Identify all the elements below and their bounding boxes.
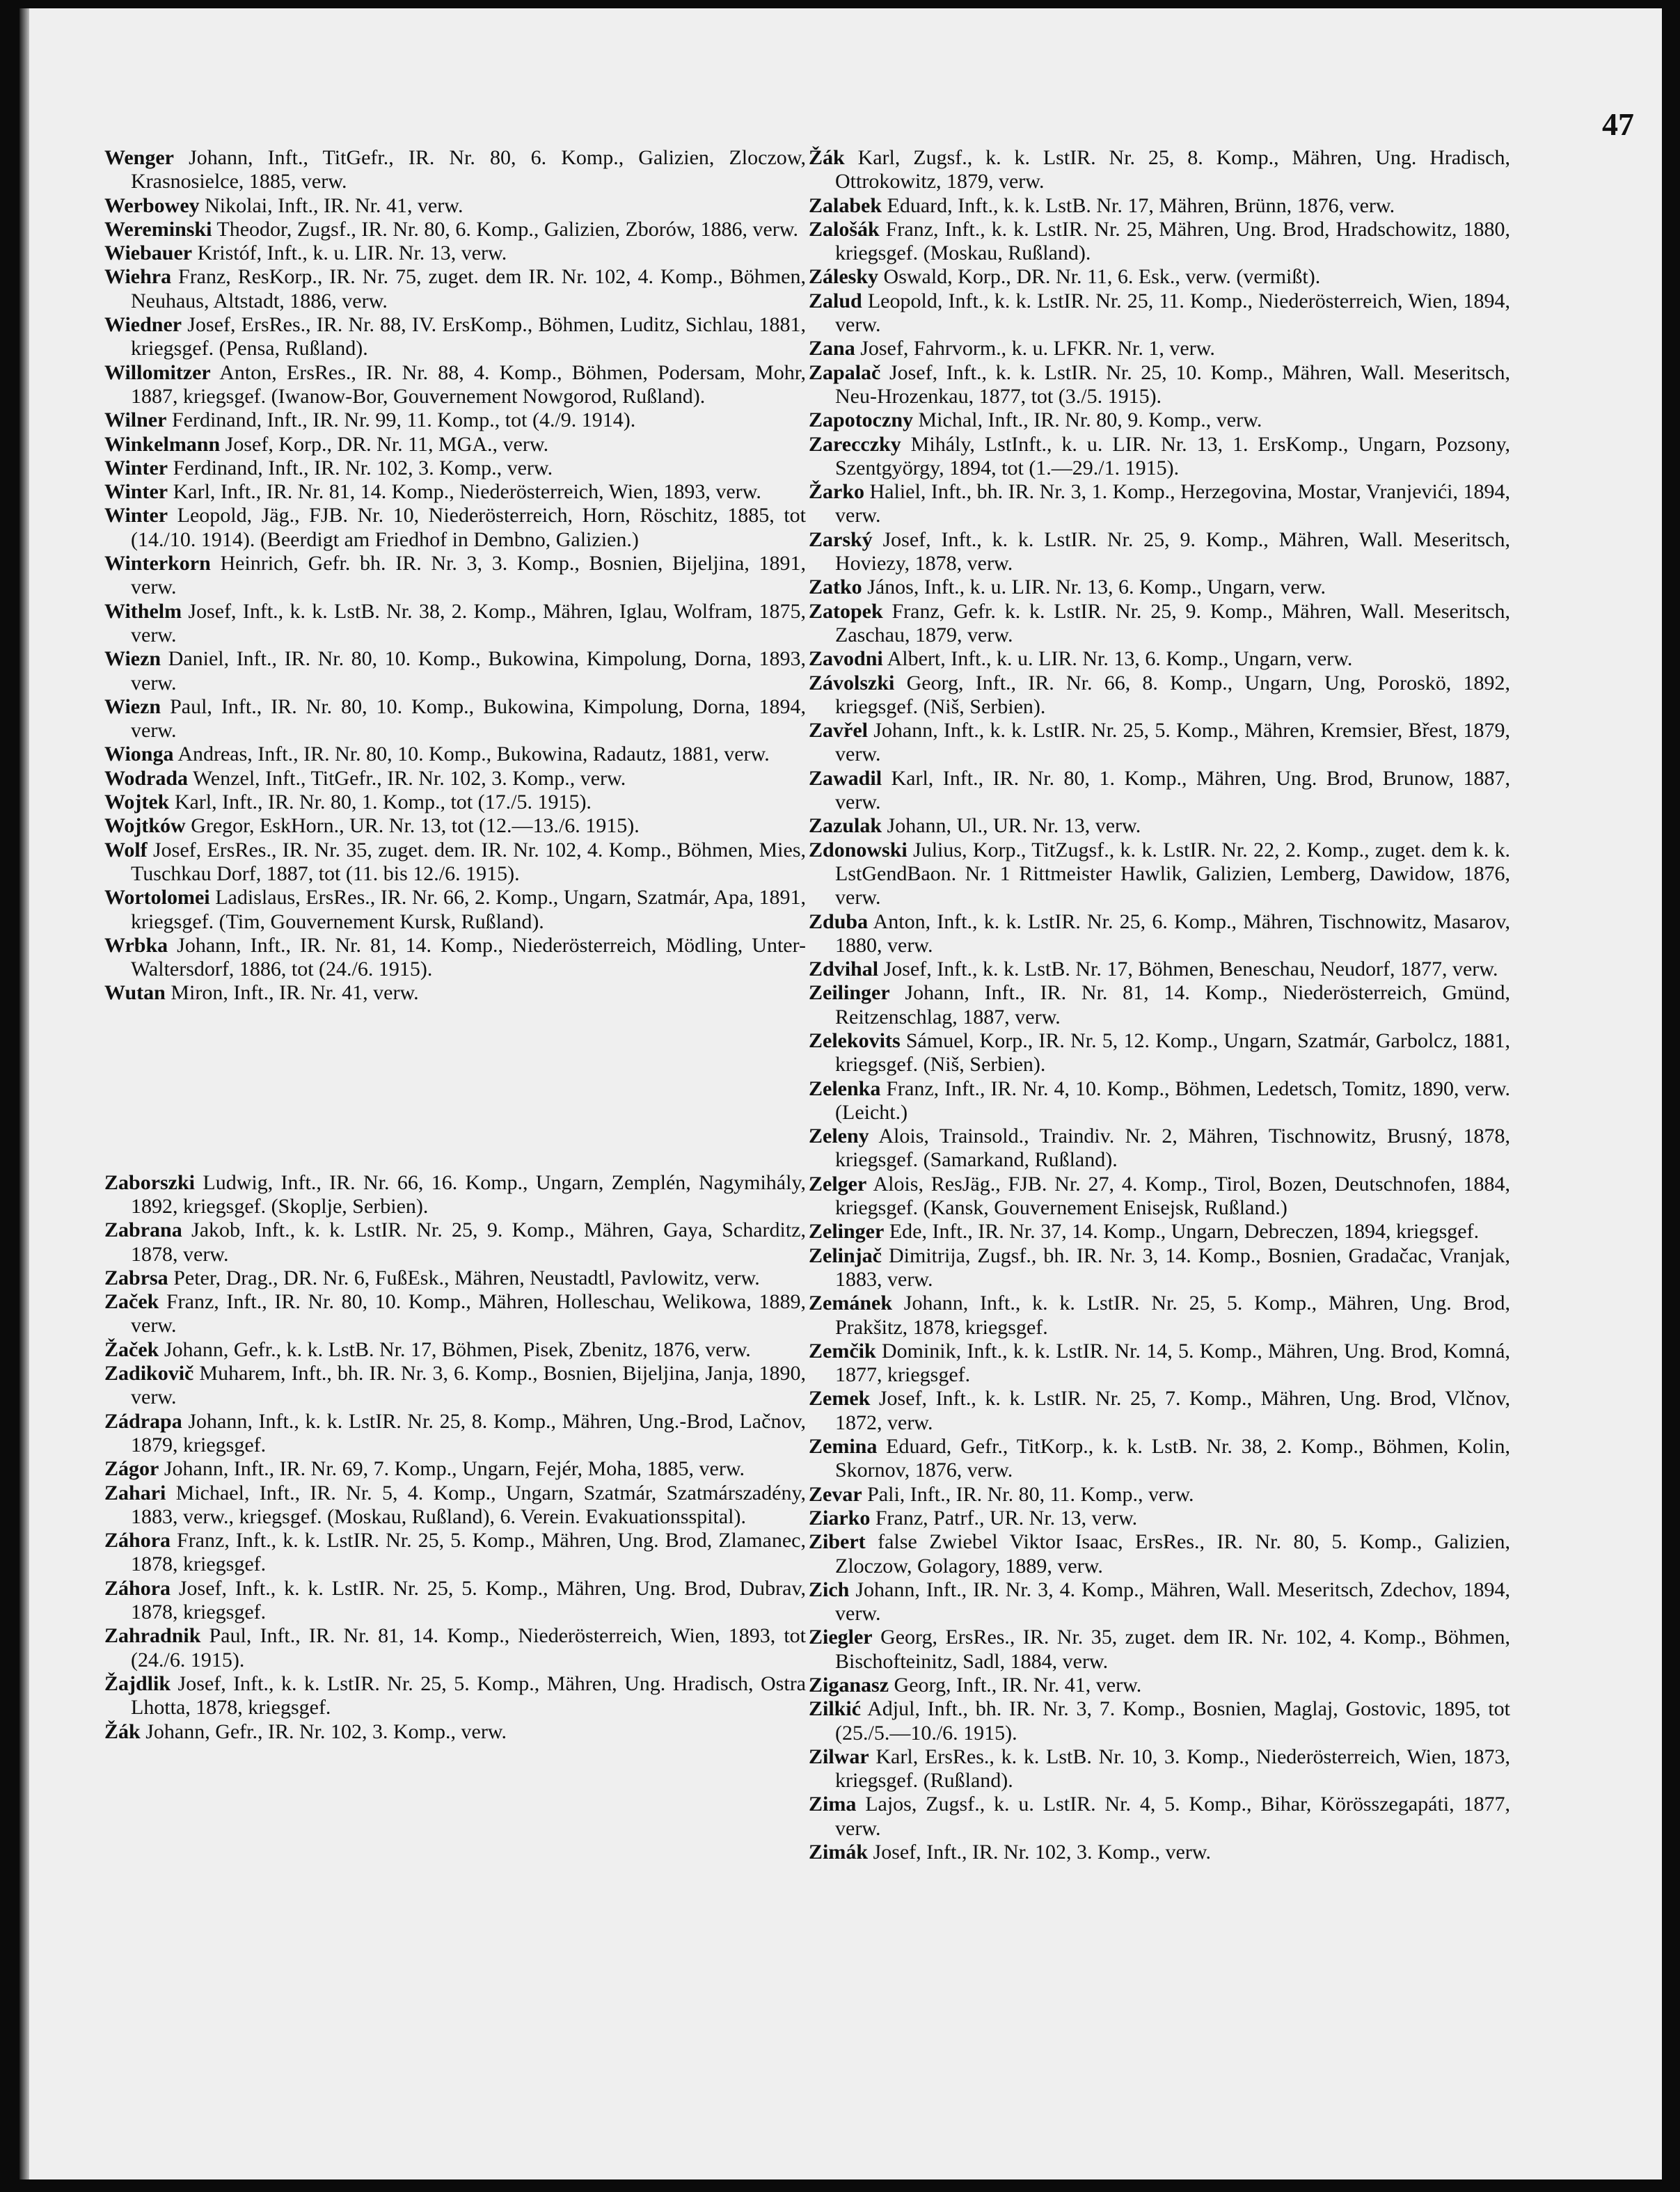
entry-surname: Winter bbox=[104, 480, 168, 504]
entry-details: Josef, Inft., IR. Nr. 102, 3. Komp., verw. bbox=[868, 1841, 1212, 1864]
entry-details: Franz, Inft., k. k. LstIR. Nr. 25, Mähren, Ung. Brod, Hradschowitz, 1880, kriegsgef. (Moskau, Rußland). bbox=[835, 217, 1510, 265]
entry-surname: Withelm bbox=[104, 599, 182, 623]
entry-details: Johann, Ul., UR. Nr. 13, verw. bbox=[882, 814, 1141, 838]
list-item bbox=[809, 218, 1510, 266]
list-item bbox=[809, 1029, 1510, 1077]
entry-surname: Zazulak bbox=[809, 814, 882, 838]
entry-details: Georg, Inft., IR. Nr. 66, 8. Komp., Ungarn, Ung, Poroskö, 1892, kriegsgef. (Niš, Serbien). bbox=[835, 671, 1510, 718]
list-item bbox=[104, 1457, 806, 1481]
entry-details: Pali, Inft., IR. Nr. 80, 11. Komp., verw. bbox=[862, 1482, 1194, 1506]
entry-details: Josef, Fahrvorm., k. u. LFKR. Nr. 1, verw. bbox=[855, 337, 1215, 360]
entry-surname: Winkelmann bbox=[104, 432, 221, 456]
list-item bbox=[809, 719, 1510, 767]
entry-surname: Záhora bbox=[104, 1576, 171, 1600]
entry-surname: Zevar bbox=[809, 1482, 862, 1506]
list-item bbox=[809, 1173, 1510, 1221]
entry-surname: Začek bbox=[104, 1290, 159, 1314]
entry-details: Kristóf, Inft., k. u. LIR. Nr. 13, verw. bbox=[192, 241, 507, 265]
list-item bbox=[104, 1338, 806, 1362]
list-item bbox=[104, 814, 806, 838]
entry-details: Georg, Inft., IR. Nr. 41, verw. bbox=[889, 1674, 1142, 1697]
entry-details: Paul, Inft., IR. Nr. 81, 14. Komp., Niederösterreich, Wien, 1893, tot (24./6. 1915). bbox=[131, 1624, 806, 1671]
entry-details: Josef, Inft., k. k. LstB. Nr. 38, 2. Komp., Mähren, Iglau, Wolfram, 1875, verw. bbox=[131, 599, 806, 646]
list-item bbox=[809, 767, 1510, 815]
list-item bbox=[809, 958, 1510, 981]
entry-details: Sámuel, Korp., IR. Nr. 5, 12. Komp., Ungarn, Szatmár, Garbolcz, 1881, kriegsgef. (Niš, Serbien). bbox=[835, 1029, 1510, 1077]
entry-details: Alois, ResJäg., FJB. Nr. 27, 4. Komp., Tirol, Bozen, Deutschnofen, 1884, kriegsgef. (Kansk, Gouvernement Enisejsk, Rußland.) bbox=[835, 1172, 1510, 1220]
entry-surname: Zálesky bbox=[809, 265, 879, 289]
list-item bbox=[809, 1340, 1510, 1388]
entry-details: Karl, Inft., IR. Nr. 80, 1. Komp., Mähren, Ung. Brod, Brunow, 1887, verw. bbox=[835, 766, 1510, 814]
entry-surname: Zima bbox=[809, 1793, 857, 1816]
entry-details: Oswald, Korp., DR. Nr. 11, 6. Esk., verw. (vermißt). bbox=[878, 265, 1321, 289]
entry-details: Michal, Inft., IR. Nr. 80, 9. Komp., verw. bbox=[913, 408, 1262, 432]
entry-surname: Wionga bbox=[104, 742, 174, 766]
entry-details: Franz, Gefr. k. k. LstIR. Nr. 25, 9. Komp., Mähren, Wall. Meseritsch, Zaschau, 1879, verw. bbox=[835, 599, 1510, 646]
list-item bbox=[104, 767, 806, 791]
entry-details: Johann, Inft., IR. Nr. 81, 14. Komp., Niederösterreich, Mödling, Unter-Waltersdorf, 1886, tot (24./6. 1915). bbox=[131, 933, 806, 981]
list-item bbox=[104, 218, 806, 241]
entry-details: Johann, Inft., k. k. LstIR. Nr. 25, 8. Komp., Mähren, Ung.-Brod, Lačnov, 1879, kriegsgef. bbox=[131, 1409, 806, 1456]
entry-details: Franz, Inft., k. k. LstIR. Nr. 25, 5. Komp., Mähren, Ung. Brod, Zlamanec, 1878, kriegsgef. bbox=[131, 1529, 806, 1576]
entry-surname: Wrbka bbox=[104, 933, 168, 957]
list-item bbox=[104, 1218, 806, 1266]
entry-surname: Wojtków bbox=[104, 814, 186, 838]
entry-surname: Wodrada bbox=[104, 766, 189, 790]
entry-details: Karl, ErsRes., k. k. LstB. Nr. 10, 3. Komp., Niederösterreich, Wien, 1873, kriegsgef. (Rußland). bbox=[835, 1745, 1510, 1793]
entry-details: Leopold, Inft., k. k. LstIR. Nr. 25, 11. Komp., Niederösterreich, Wien, 1894, verw. bbox=[835, 289, 1510, 337]
entry-details: Andreas, Inft., IR. Nr. 80, 10. Komp., Bukowina, Radautz, 1881, verw. bbox=[173, 742, 770, 766]
entry-surname: Werbowey bbox=[104, 193, 200, 217]
entry-surname: Zalošák bbox=[809, 217, 880, 241]
entry-surname: Zelinger bbox=[809, 1220, 885, 1244]
entry-surname: Zdvihal bbox=[809, 958, 879, 981]
entry-surname: Wenger bbox=[104, 146, 174, 169]
entry-surname: Ziarko bbox=[809, 1506, 871, 1530]
entry-surname: Zapotoczny bbox=[809, 408, 913, 432]
entry-surname: Zapalač bbox=[809, 360, 881, 384]
list-item bbox=[104, 981, 806, 1005]
list-item bbox=[104, 1720, 806, 1744]
entry-details: Paul, Inft., IR. Nr. 80, 10. Komp., Bukowina, Kimpolung, Dorna, 1894, verw. bbox=[131, 694, 806, 742]
list-item bbox=[809, 910, 1510, 958]
entry-details: Josef, Inft., k. k. LstIR. Nr. 25, 7. Komp., Mähren, Ung. Brod, Vlčnov, 1872, verw. bbox=[835, 1387, 1510, 1434]
entry-surname: Wutan bbox=[104, 981, 166, 1005]
list-item bbox=[809, 1125, 1510, 1173]
list-item bbox=[809, 1077, 1510, 1125]
entry-surname: Ziegler bbox=[809, 1626, 873, 1649]
entry-surname: Zelekovits bbox=[809, 1029, 901, 1052]
entry-details: Johann, Inft., k. k. LstIR. Nr. 25, 5. Komp., Mähren, Kremsier, Břest, 1879, verw. bbox=[835, 719, 1510, 766]
list-item bbox=[104, 1290, 806, 1338]
entry-surname: Zich bbox=[809, 1578, 850, 1601]
entry-surname: Zatko bbox=[809, 575, 862, 599]
list-item bbox=[104, 504, 806, 552]
list-item bbox=[809, 1244, 1510, 1292]
entry-surname: Wiebauer bbox=[104, 241, 193, 265]
entry-surname: Zavodni bbox=[809, 647, 883, 671]
entry-details: Albert, Inft., k. u. LIR. Nr. 13, 6. Komp., Ungarn, verw. bbox=[882, 647, 1353, 671]
entry-surname: Zahari bbox=[104, 1481, 166, 1504]
entry-details: Franz, Patrf., UR. Nr. 13, verw. bbox=[870, 1506, 1138, 1530]
entry-surname: Zavřel bbox=[809, 719, 868, 742]
entry-surname: Zdonowski bbox=[809, 838, 908, 861]
entry-surname: Zaborszki bbox=[104, 1170, 196, 1194]
page-number: 47 bbox=[1602, 106, 1634, 142]
entry-surname: Zduba bbox=[809, 910, 869, 933]
entry-details: János, Inft., k. u. LIR. Nr. 13, 6. Komp., Ungarn, verw. bbox=[862, 575, 1326, 599]
entry-surname: Zadikovič bbox=[104, 1362, 194, 1385]
entry-surname: Wilner bbox=[104, 408, 167, 432]
list-item bbox=[104, 742, 806, 766]
list-item bbox=[809, 647, 1510, 671]
entry-surname: Zilkić bbox=[809, 1697, 862, 1721]
entry-details: Karl, Zugsf., k. k. LstIR. Nr. 25, 8. Komp., Mähren, Ung. Hradisch, Ottrokowitz, 1879, verw. bbox=[835, 146, 1510, 193]
document-page bbox=[19, 8, 1662, 2179]
entry-surname: Zabrsa bbox=[104, 1266, 168, 1289]
list-item bbox=[104, 695, 806, 743]
entry-surname: Wereminski bbox=[104, 217, 212, 241]
entry-details: Leopold, Jäg., FJB. Nr. 10, Niederösterreich, Horn, Röschitz, 1885, tot (14./10. 1914). (Beerdigt am Friedhof in Dembno, Galizien.) bbox=[131, 504, 806, 551]
entry-details: Jakob, Inft., k. k. LstIR. Nr. 25, 9. Komp., Mähren, Gaya, Scharditz, 1878, verw. bbox=[131, 1218, 806, 1266]
entry-details: Anton, Inft., k. k. LstIR. Nr. 25, 6. Komp., Mähren, Tischnowitz, Masarov, 1880, verw. bbox=[835, 910, 1510, 957]
entry-surname: Zarský bbox=[809, 527, 873, 551]
entry-details: Miron, Inft., IR. Nr. 41, verw. bbox=[165, 981, 419, 1005]
list-item bbox=[809, 1745, 1510, 1793]
list-item bbox=[104, 1410, 806, 1458]
list-item bbox=[809, 337, 1510, 360]
entry-details: Nikolai, Inft., IR. Nr. 41, verw. bbox=[199, 193, 463, 217]
entry-surname: Zalabek bbox=[809, 193, 882, 217]
entry-surname: Wiehra bbox=[104, 265, 172, 289]
entry-surname: Žarko bbox=[809, 480, 865, 504]
entry-surname: Zimák bbox=[809, 1841, 869, 1864]
entry-details: Ferdinand, Inft., IR. Nr. 99, 11. Komp., tot (4./9. 1914). bbox=[166, 408, 636, 432]
list-item bbox=[104, 600, 806, 648]
entry-surname: Zemčik bbox=[809, 1339, 876, 1363]
entry-surname: Wiedner bbox=[104, 313, 182, 337]
list-item bbox=[809, 600, 1510, 648]
entry-surname: Zarecczky bbox=[809, 432, 901, 456]
entry-details: Eduard, Gefr., TitKorp., k. k. LstB. Nr. 38, 2. Komp., Böhmen, Kolin, Skornov, 1876, verw. bbox=[835, 1435, 1510, 1482]
list-item bbox=[104, 1529, 806, 1577]
list-item bbox=[809, 672, 1510, 720]
list-item bbox=[104, 313, 806, 361]
list-item bbox=[809, 1387, 1510, 1435]
right-column bbox=[809, 146, 1510, 1864]
binding-shadow bbox=[19, 8, 29, 2179]
list-item bbox=[809, 1841, 1510, 1864]
list-item bbox=[809, 361, 1510, 409]
list-item bbox=[104, 552, 806, 600]
list-item bbox=[104, 791, 806, 814]
section-gap bbox=[104, 1006, 806, 1171]
entry-details: Johann, Gefr., k. k. LstB. Nr. 17, Böhmen, Pisek, Zbenitz, 1876, verw. bbox=[159, 1337, 751, 1361]
entry-details: Josef, Korp., DR. Nr. 11, MGA., verw. bbox=[220, 432, 549, 456]
entry-surname: Wiezn bbox=[104, 694, 161, 718]
entry-surname: Zilwar bbox=[809, 1745, 869, 1768]
entry-surname: Zelenka bbox=[809, 1077, 881, 1100]
entry-details: Johann, Inft., IR. Nr. 81, 14. Komp., Niederösterreich, Gmünd, Reitzenschlag, 1887, verw. bbox=[835, 981, 1510, 1029]
entry-details: Georg, ErsRes., IR. Nr. 35, zuget. dem IR. Nr. 102, 4. Komp., Böhmen, Bischofteinitz, Sadl, 1884, verw. bbox=[835, 1626, 1510, 1673]
list-item bbox=[809, 480, 1510, 528]
entry-surname: Záhora bbox=[104, 1529, 171, 1552]
list-item bbox=[104, 146, 806, 194]
list-item bbox=[104, 647, 806, 695]
list-item bbox=[104, 1624, 806, 1672]
list-item bbox=[809, 575, 1510, 599]
list-item bbox=[809, 1626, 1510, 1674]
entry-surname: Zelinjač bbox=[809, 1244, 882, 1267]
list-item bbox=[104, 194, 806, 218]
entry-details: Josef, Inft., k. k. LstIR. Nr. 25, 5. Komp., Mähren, Ung. Brod, Dubrav, 1878, kriegsgef. bbox=[131, 1576, 806, 1624]
entry-details: Johann, Gefr., IR. Nr. 102, 3. Komp., verw. bbox=[140, 1720, 507, 1743]
entry-details: Daniel, Inft., IR. Nr. 80, 10. Komp., Bukowina, Kimpolung, Dorna, 1893, verw. bbox=[131, 647, 806, 694]
list-item bbox=[104, 1362, 806, 1410]
list-item bbox=[809, 1507, 1510, 1530]
entry-surname: Zádrapa bbox=[104, 1409, 182, 1433]
entry-details: Lajos, Zugsf., k. u. LstIR. Nr. 4, 5. Komp., Bihar, Körösszegapáti, 1877, verw. bbox=[835, 1793, 1510, 1840]
entry-details: Julius, Korp., TitZugsf., k. k. LstIR. Nr. 22, 2. Komp., zuget. dem k. k. LstGendBaon. Nr. 1 Rittmeister Hawlik, Galizien, Lemberg, Dawidow, 1876, verw. bbox=[835, 838, 1510, 910]
entry-surname: Žajdlik bbox=[104, 1671, 171, 1695]
list-item bbox=[809, 1530, 1510, 1578]
entry-details: Dimitrija, Zugsf., bh. IR. Nr. 3, 14. Komp., Bosnien, Gradačac, Vranjak, 1883, verw. bbox=[835, 1244, 1510, 1291]
entry-surname: Žaček bbox=[104, 1337, 159, 1361]
entry-surname: Zawadil bbox=[809, 766, 882, 790]
entry-surname: Winter bbox=[104, 504, 168, 527]
entry-surname: Zatopek bbox=[809, 599, 883, 623]
entry-details: Josef, Inft., k. k. LstIR. Nr. 25, 10. Komp., Mähren, Wall. Meseritsch, Neu-Hrozenkau, 1877, tot (3./5. 1915). bbox=[835, 360, 1510, 408]
entry-surname: Zana bbox=[809, 337, 855, 360]
entry-details: Josef, Inft., k. k. LstB. Nr. 17, Böhmen, Beneschau, Neudorf, 1877, verw. bbox=[878, 958, 1498, 981]
entry-surname: Wortolomei bbox=[104, 886, 210, 910]
entry-surname: Zeilinger bbox=[809, 981, 890, 1005]
entry-surname: Zemina bbox=[809, 1435, 878, 1459]
entry-details: Mihály, LstInft., k. u. LIR. Nr. 13, 1. ErsKomp., Ungarn, Pozsony, Szentgyörgy, 1894, tot (1.—29./1. 1915). bbox=[835, 432, 1510, 479]
entry-details: Adjul, Inft., bh. IR. Nr. 3, 7. Komp., Bosnien, Maglaj, Gostovic, 1895, tot (25./5.—10./6. 1915). bbox=[835, 1697, 1510, 1745]
entry-details: Karl, Inft., IR. Nr. 81, 14. Komp., Niederösterreich, Wien, 1893, verw. bbox=[168, 480, 761, 504]
entry-details: false Zwiebel Viktor Isaac, ErsRes., IR. Nr. 80, 5. Komp., Galizien, Zloczow, Golagory, 1889, verw. bbox=[835, 1530, 1510, 1578]
entry-surname: Winterkorn bbox=[104, 552, 211, 575]
entry-details: Ludwig, Inft., IR. Nr. 66, 16. Komp., Ungarn, Zemplén, Nagymihály, 1892, kriegsgef. (Skoplje, Serbien). bbox=[131, 1170, 806, 1218]
entry-details: Ede, Inft., IR. Nr. 37, 14. Komp., Ungarn, Debreczen, 1894, kriegsgef. bbox=[884, 1220, 1480, 1244]
entry-details: Theodor, Zugsf., IR. Nr. 80, 6. Komp., Galizien, Zborów, 1886, verw. bbox=[212, 217, 799, 241]
list-item bbox=[104, 934, 806, 982]
entry-surname: Závolszki bbox=[809, 671, 895, 694]
entry-surname: Zemek bbox=[809, 1387, 871, 1411]
entry-details: Michael, Inft., IR. Nr. 5, 4. Komp., Ungarn, Szatmár, Szatmárszadény, 1883, verw., kriegsgef. (Moskau, Rußland), 6. Verein. Evakuationsspital). bbox=[131, 1481, 806, 1528]
entry-details: Peter, Drag., DR. Nr. 6, FußEsk., Mähren, Neustadtl, Pavlowitz, verw. bbox=[168, 1266, 760, 1289]
entry-surname: Zahradnik bbox=[104, 1624, 201, 1648]
entry-surname: Zágor bbox=[104, 1457, 159, 1481]
list-item bbox=[809, 1674, 1510, 1697]
entry-surname: Žák bbox=[809, 146, 845, 169]
entry-surname: Wiezn bbox=[104, 647, 161, 671]
entry-details: Eduard, Inft., k. k. LstB. Nr. 17, Mähren, Brünn, 1876, verw. bbox=[882, 193, 1395, 217]
list-item bbox=[809, 1697, 1510, 1745]
entry-surname: Winter bbox=[104, 456, 168, 479]
entry-details: Alois, Trainsold., Traindiv. Nr. 2, Mähren, Tischnowitz, Brusný, 1878, kriegsgef. (Samarkand, Rußland). bbox=[835, 1125, 1510, 1172]
entry-details: Gregor, EskHorn., UR. Nr. 13, tot (12.—13./6. 1915). bbox=[185, 814, 640, 838]
entry-surname: Žák bbox=[104, 1720, 141, 1743]
entry-details: Heinrich, Gefr. bh. IR. Nr. 3, 3. Komp., Bosnien, Bijeljina, 1891, verw. bbox=[131, 552, 806, 599]
list-item bbox=[104, 433, 806, 456]
entry-details: Josef, Inft., k. k. LstIR. Nr. 25, 9. Komp., Mähren, Wall. Meseritsch, Hoviezy, 1878, verw. bbox=[835, 527, 1510, 575]
list-item bbox=[809, 1220, 1510, 1244]
entry-details: Franz, Inft., IR. Nr. 4, 10. Komp., Böhmen, Ledetsch, Tomitz, 1890, verw. (Leicht.) bbox=[835, 1077, 1510, 1124]
list-item bbox=[809, 1578, 1510, 1626]
entry-details: Josef, ErsRes., IR. Nr. 88, IV. ErsKomp., Böhmen, Luditz, Sichlau, 1881, kriegsgef. (Pensa, Rußland). bbox=[131, 313, 806, 360]
entry-details: Franz, ResKorp., IR. Nr. 75, zuget. dem IR. Nr. 102, 4. Komp., Böhmen, Neuhaus, Altstadt, 1886, verw. bbox=[131, 265, 806, 312]
entry-details: Muharem, Inft., bh. IR. Nr. 3, 6. Komp., Bosnien, Bijeljina, Janja, 1890, verw. bbox=[131, 1362, 806, 1409]
list-item bbox=[809, 1292, 1510, 1340]
entry-details: Johann, Inft., IR. Nr. 3, 4. Komp., Mähren, Wall. Meseritsch, Zdechov, 1894, verw. bbox=[835, 1578, 1510, 1626]
list-item bbox=[809, 814, 1510, 838]
entry-details: Karl, Inft., IR. Nr. 80, 1. Komp., tot (17./5. 1915). bbox=[169, 791, 592, 814]
entry-surname: Wojtek bbox=[104, 791, 170, 814]
entry-details: Johann, Inft., k. k. LstIR. Nr. 25, 5. Komp., Mähren, Ung. Brod, Prakšitz, 1878, kriegsgef. bbox=[835, 1292, 1510, 1339]
entry-details: Wenzel, Inft., TitGefr., IR. Nr. 102, 3. Komp., verw. bbox=[188, 766, 626, 790]
list-item bbox=[104, 1171, 806, 1219]
list-item bbox=[104, 1672, 806, 1720]
entry-details: Anton, ErsRes., IR. Nr. 88, 4. Komp., Böhmen, Podersam, Mohr, 1887, kriegsgef. (Iwanow-Bor, Gouvernement Nowgorod, Rußland). bbox=[131, 360, 806, 408]
list-item bbox=[809, 289, 1510, 337]
list-item bbox=[809, 194, 1510, 218]
list-item bbox=[104, 839, 806, 887]
entry-surname: Zibert bbox=[809, 1530, 866, 1554]
entry-surname: Ziganasz bbox=[809, 1674, 889, 1697]
entry-surname: Wolf bbox=[104, 838, 148, 861]
list-item bbox=[809, 408, 1510, 432]
entry-surname: Willomitzer bbox=[104, 360, 211, 384]
list-item bbox=[809, 1793, 1510, 1841]
list-item bbox=[809, 1483, 1510, 1507]
list-item bbox=[104, 1482, 806, 1530]
list-item bbox=[809, 981, 1510, 1029]
list-item bbox=[809, 433, 1510, 481]
entry-details: Josef, Inft., k. k. LstIR. Nr. 25, 5. Komp., Mähren, Ung. Hradisch, Ostra Lhotta, 1878, kriegsgef. bbox=[131, 1671, 806, 1720]
entry-surname: Zeleny bbox=[809, 1125, 869, 1148]
list-item bbox=[104, 456, 806, 480]
list-item bbox=[809, 146, 1510, 194]
list-item bbox=[104, 886, 806, 934]
entry-details: Haliel, Inft., bh. IR. Nr. 3, 1. Komp., Herzegovina, Mostar, Vranjevići, 1894, verw. bbox=[835, 480, 1510, 527]
entry-surname: Zabrana bbox=[104, 1218, 182, 1242]
list-item bbox=[104, 1577, 806, 1625]
entry-details: Ferdinand, Inft., IR. Nr. 102, 3. Komp., verw. bbox=[168, 456, 553, 479]
list-item bbox=[104, 1266, 806, 1290]
list-item bbox=[104, 480, 806, 504]
list-item bbox=[809, 528, 1510, 576]
list-item bbox=[809, 1435, 1510, 1483]
list-item bbox=[104, 408, 806, 432]
entry-details: Dominik, Inft., k. k. LstIR. Nr. 14, 5. Komp., Mähren, Ung. Brod, Komná, 1877, kriegsgef. bbox=[835, 1339, 1510, 1387]
list-item bbox=[104, 241, 806, 265]
left-column bbox=[104, 146, 806, 1744]
entry-surname: Zalud bbox=[809, 289, 862, 312]
entry-details: Josef, ErsRes., IR. Nr. 35, zuget. dem. IR. Nr. 102, 4. Komp., Böhmen, Mies, Tuschkau Dorf, 1887, tot (11. bis 12./6. 1915). bbox=[131, 838, 806, 885]
entry-details: Johann, Inft., TitGefr., IR. Nr. 80, 6. Komp., Galizien, Zloczow, Krasnosielce, 1885, verw. bbox=[131, 146, 806, 193]
entry-surname: Zelger bbox=[809, 1172, 867, 1196]
entry-details: Franz, Inft., IR. Nr. 80, 10. Komp., Mähren, Holleschau, Welikowa, 1889, verw. bbox=[131, 1290, 806, 1337]
entry-surname: Zemánek bbox=[809, 1292, 892, 1315]
list-item bbox=[104, 361, 806, 409]
list-item bbox=[809, 265, 1510, 289]
list-item bbox=[104, 265, 806, 313]
entry-details: Johann, Inft., IR. Nr. 69, 7. Komp., Ungarn, Fejér, Moha, 1885, verw. bbox=[159, 1457, 745, 1481]
list-item bbox=[809, 839, 1510, 910]
entry-details: Ladislaus, ErsRes., IR. Nr. 66, 2. Komp., Ungarn, Szatmár, Apa, 1891, kriegsgef. (Tim, Gouvernement Kursk, Rußland). bbox=[131, 886, 806, 933]
